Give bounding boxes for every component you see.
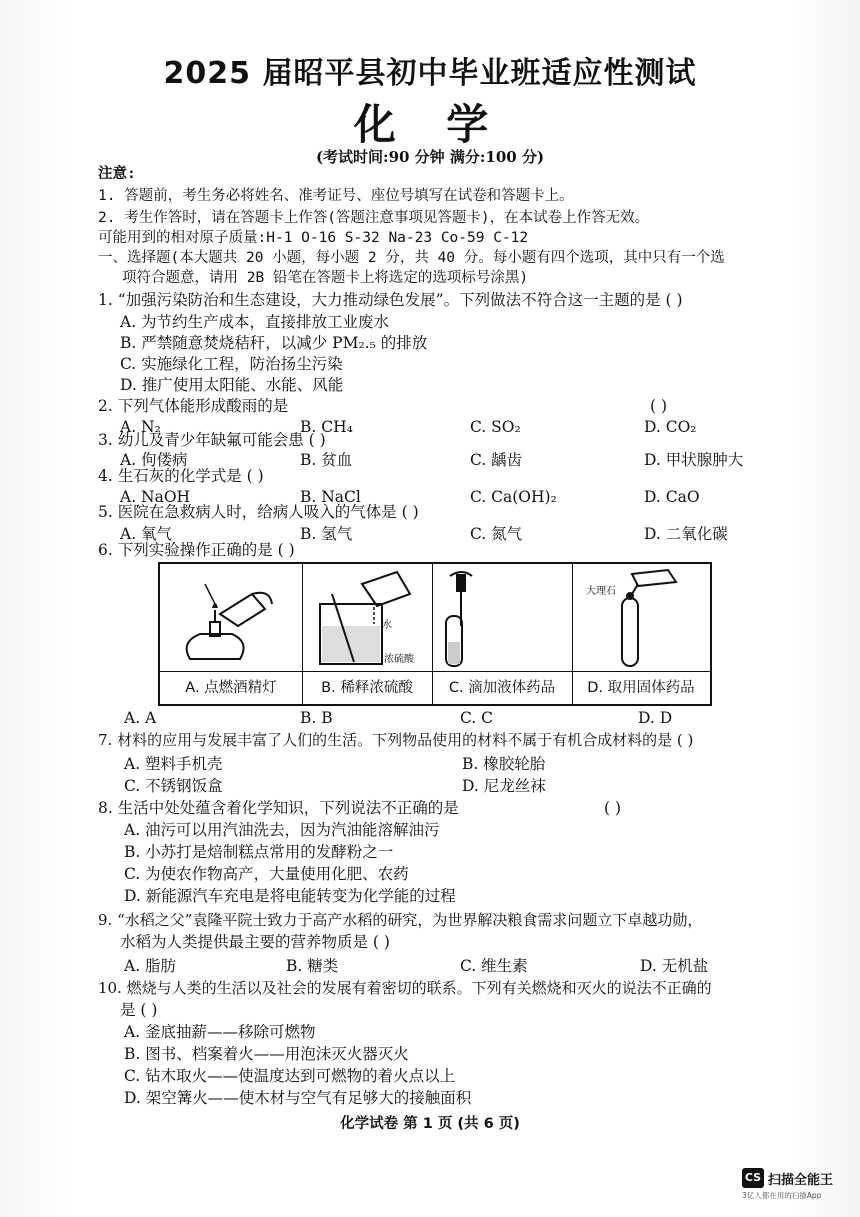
scanner-logo-icon: CS: [742, 1168, 764, 1188]
figure-cell-b: [302, 564, 433, 704]
figure-caption-c: C. 滴加液体药品: [432, 671, 572, 704]
question-2-option-c: C. SO₂: [470, 418, 521, 436]
figure-caption-d: D. 取用固体药品: [572, 671, 710, 704]
question-5-option-d: D. 二氧化碳: [644, 525, 728, 543]
question-1-option-a: A. 为节约生产成本，直接排放工业废水: [120, 313, 390, 331]
question-10-option-d: D. 架空篝火——使木材与空气有足够大的接触面积: [124, 1089, 472, 1107]
label-water: 水: [382, 620, 392, 631]
question-8-bracket: ( ): [604, 799, 622, 817]
scanner-tagline: 3亿人都在用的扫描App: [742, 1191, 822, 1200]
question-2-bracket: ( ): [650, 397, 668, 415]
question-1-option-d: D. 推广使用太阳能、水能、风能: [120, 376, 344, 394]
question-10-option-b: B. 图书、档案着火——用泡沫灭火器灭火: [124, 1045, 409, 1063]
dropper-illustration: [432, 564, 572, 672]
question-7-option-b: B. 橡胶轮胎: [462, 755, 546, 773]
exam-info: (考试时间:90 分钟 满分:100 分): [315, 148, 545, 166]
scanner-watermark: [742, 1166, 852, 1206]
figure-caption-a: A. 点燃酒精灯: [160, 671, 302, 704]
notice-label: 注意:: [98, 166, 136, 182]
section-heading: 一、选择题(本大题共 20 小题，每小题 2 分，共 40 分。每小题有四个选项，其中只有一个选: [98, 250, 725, 266]
question-8-stem: 8. 生活中处处蕴含着化学知识，下列说法不正确的是: [98, 799, 459, 817]
question-6-option-a: A. A: [124, 709, 157, 727]
question-9-stem-cont: 水稻为人类提供最主要的营养物质是 ( ): [120, 933, 390, 951]
question-7-option-c: C. 不锈钢饭盒: [124, 777, 223, 795]
question-2-stem: 2. 下列气体能形成酸雨的是: [98, 397, 289, 415]
question-3-option-a: A. 佝偻病: [120, 451, 188, 469]
question-6-stem: 6. 下列实验操作正确的是 ( ): [98, 541, 295, 559]
page-footer: 化学试卷 第 1 页 (共 6 页): [340, 1116, 520, 1132]
question-4-option-b: B. NaCl: [300, 488, 361, 506]
question-3-stem: 3. 幼儿及青少年缺氟可能会患 ( ): [98, 431, 326, 449]
question-8-option-a: A. 油污可以用汽油洗去，因为汽油能溶解油污: [124, 821, 440, 839]
solid-reagent-illustration: [572, 564, 710, 672]
notice-item-2: 2. 考生作答时，请在答题卡上作答(答题注意事项见答题卡)，在本试卷上作答无效。: [98, 210, 650, 226]
question-5-option-c: C. 氮气: [470, 525, 523, 543]
question-3-option-d: D. 甲状腺肿大: [644, 451, 744, 469]
question-7-option-a: A. 塑料手机壳: [124, 755, 223, 773]
question-2-option-a: A. N₂: [120, 418, 161, 436]
question-9-stem: 9. “水稻之父”袁隆平院士致力于高产水稻的研究，为世界解决粮食需求问题立下卓越功勋，: [98, 911, 703, 929]
question-10-option-c: C. 钻木取火——使温度达到可燃物的着火点以上: [124, 1067, 456, 1085]
question-5-option-a: A. 氧气: [120, 525, 173, 543]
question-1-option-b: B. 严禁随意焚烧秸秆，以减少 PM₂.₅ 的排放: [120, 334, 428, 352]
question-5-option-b: B. 氢气: [300, 525, 353, 543]
scanner-brand-name: 扫描全能王: [768, 1173, 834, 1188]
figure-caption-b: B. 稀释浓硫酸: [302, 671, 432, 704]
question-4-option-a: A. NaOH: [120, 488, 191, 506]
question-4-stem: 4. 生石灰的化学式是 ( ): [98, 467, 264, 485]
label-acid: 浓硫酸: [384, 654, 414, 665]
alcohol-lamp-illustration: [160, 564, 302, 672]
question-4-option-c: C. Ca(OH)₂: [470, 488, 557, 506]
question-8-option-c: C. 为使农作物高产，大量使用化肥、农药: [124, 865, 409, 883]
question-3-option-b: B. 贫血: [300, 451, 353, 469]
question-7-stem: 7. 材料的应用与发展丰富了人们的生活。下列物品使用的材料不属于有机合成材料的是 ( ): [98, 731, 694, 749]
label-marble: 大理石: [586, 586, 616, 597]
question-4-option-d: D. CaO: [644, 488, 700, 506]
figure-cell-c: [432, 564, 573, 704]
atomic-masses: 可能用到的相对原子质量:H-1 O-16 S-32 Na-23 Co-59 C-12: [98, 230, 529, 246]
exam-title: 2025 届昭平县初中毕业班适应性测试: [163, 56, 697, 91]
question-1-option-c: C. 实施绿化工程，防治扬尘污染: [120, 355, 343, 373]
question-9-option-a: A. 脂肪: [124, 957, 177, 975]
section-heading-cont: 项符合题意，请用 2B 铅笔在答题卡上将选定的选项标号涂黑): [122, 270, 529, 286]
question-10-stem-cont: 是 ( ): [120, 1001, 158, 1019]
question-8-option-d: D. 新能源汽车充电是将电能转变为化学能的过程: [124, 887, 456, 905]
experiment-figure: [158, 562, 712, 706]
question-9-option-d: D. 无机盐: [640, 957, 709, 975]
figure-cell-a: [160, 564, 303, 704]
question-7-option-d: D. 尼龙丝袜: [462, 777, 546, 795]
question-3-option-c: C. 龋齿: [470, 451, 523, 469]
question-9-option-c: C. 维生素: [460, 957, 528, 975]
question-9-option-b: B. 糖类: [286, 957, 339, 975]
question-1-stem: 1. “加强污染防治和生态建设，大力推动绿色发展”。下列做法不符合这一主题的是 ( ): [98, 291, 683, 309]
subject-title: 化 学: [353, 100, 507, 149]
question-6-option-c: C. C: [460, 709, 494, 727]
figure-cell-d: [572, 564, 710, 704]
question-2-option-b: B. CH₄: [300, 418, 353, 436]
question-10-option-a: A. 釜底抽薪——移除可燃物: [124, 1023, 316, 1041]
question-10-stem: 10. 燃烧与人类的生活以及社会的发展有着密切的联系。下列有关燃烧和灭火的说法不正确的: [98, 979, 712, 997]
question-2-option-d: D. CO₂: [644, 418, 697, 436]
question-5-stem: 5. 医院在急救病人时，给病人吸入的气体是 ( ): [98, 503, 419, 521]
question-8-option-b: B. 小苏打是焙制糕点常用的发酵粉之一: [124, 843, 394, 861]
question-6-option-b: B. B: [300, 709, 333, 727]
question-6-option-d: D. D: [638, 709, 673, 727]
notice-item-1: 1. 答题前，考生务必将姓名、准考证号、座位号填写在试卷和答题卡上。: [98, 188, 574, 204]
